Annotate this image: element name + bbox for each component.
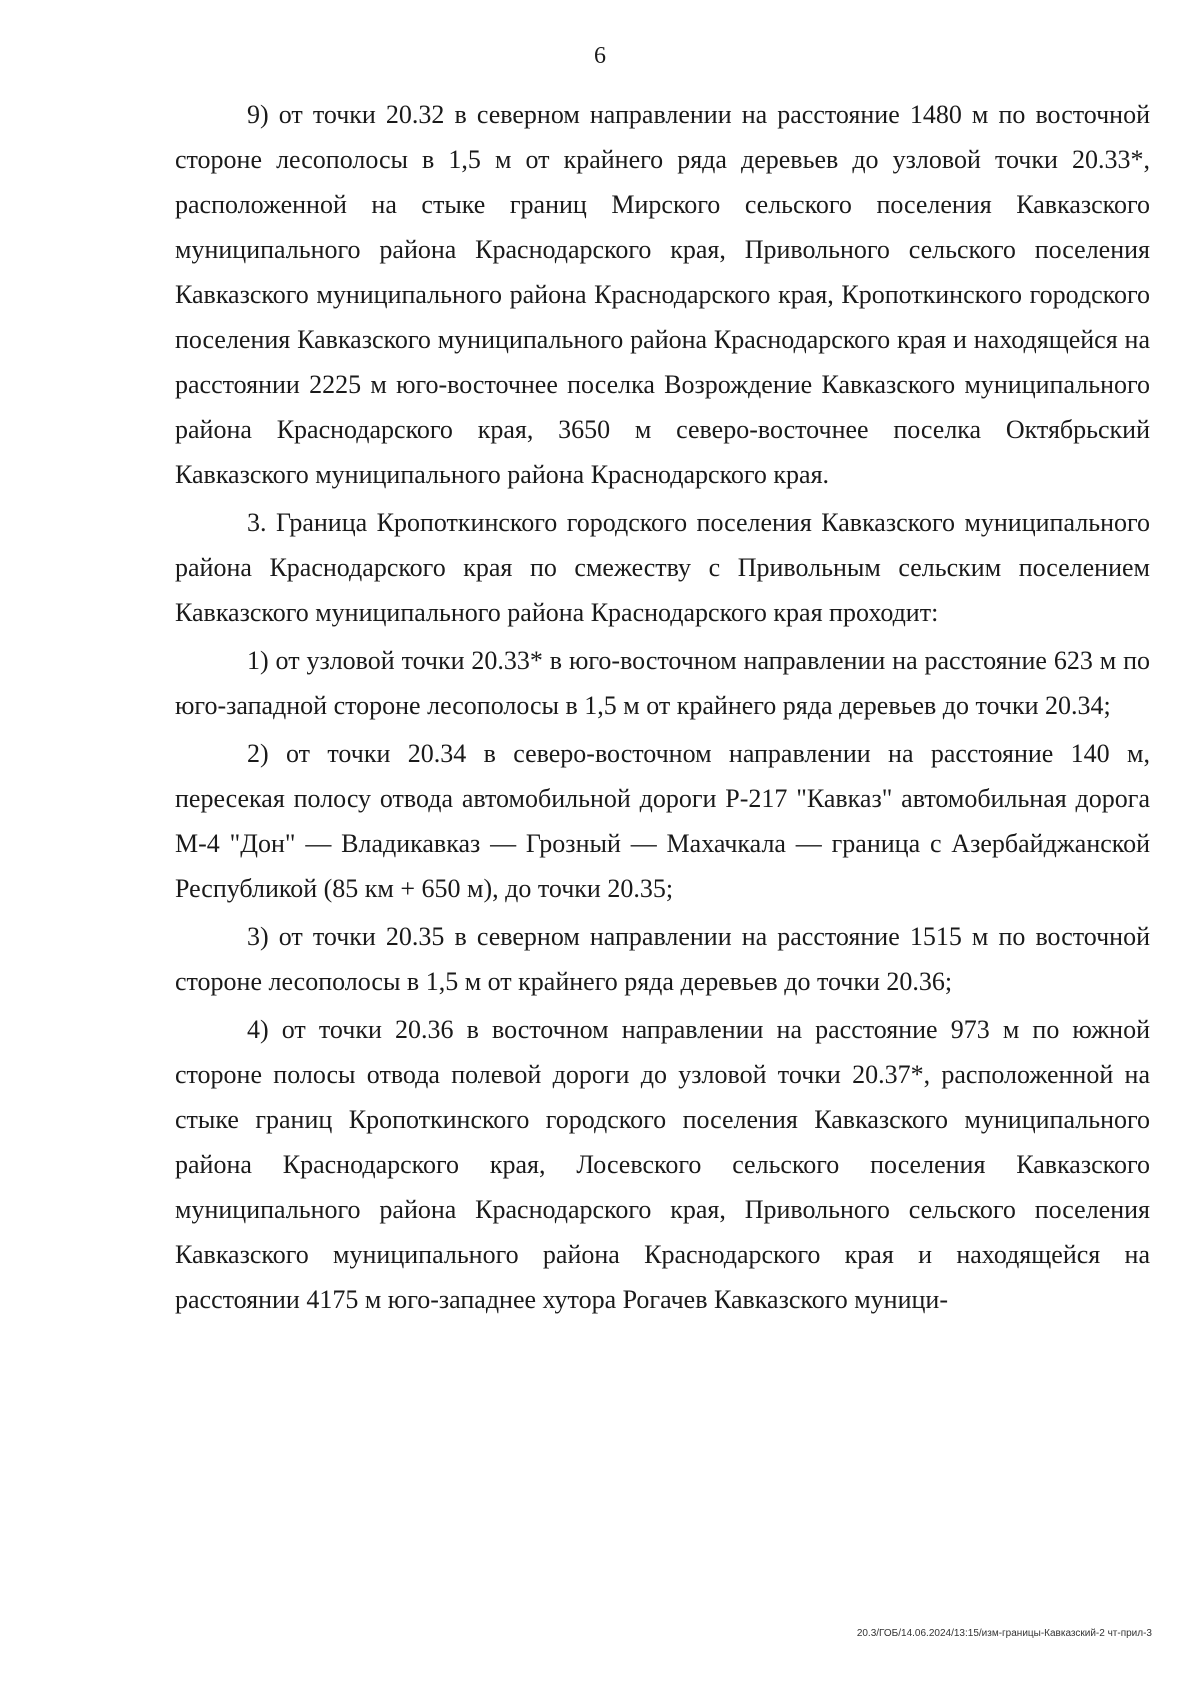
footer-reference: 20.3/ГОБ/14.06.2024/13:15/изм-границы-Кавказский-2 чт-прил-3 [856, 1628, 1152, 1639]
paragraph-point-3: 3) от точки 20.35 в северном направлении на расстояние 1515 м по восточной стороне лесополосы в 1,5 м от крайнего ряда деревьев до точки 20.36; [175, 922, 1150, 996]
paragraph-point-9: 9) от точки 20.32 в северном направлении на расстояние 1480 м по восточной стороне лесополосы в 1,5 м от крайнего ряда деревьев до узловой точки 20.33*, расположенной на стыке границ Мирского сельского поселения Кавказского муниципального района Краснодарского края, Привольного сельского поселения Кавказского муниципального района Краснодарского края, Кропоткинского городского поселения Кавказского муниципального района Краснодарского края и находящейся на расстоянии 2225 м юго-восточнее поселка Возрождение Кавказского муниципального района Краснодарского края, 3650 м северо-восточнее поселка Октябрьский Кавказского муниципального района Краснодарского края. [175, 100, 1150, 489]
paragraph-point-4: 4) от точки 20.36 в восточном направлении на расстояние 973 м по южной стороне полосы отвода полевой дороги до узловой точки 20.37*, расположенной на стыке границ Кропоткинского городского поселения Кавказского муниципального района Краснодарского края, Лосевского сельского поселения Кавказского муниципального района Краснодарского края, Привольного сельского поселения Кавказского муниципального района Краснодарского края и находящейся на расстоянии 4175 м юго-западнее хутора Рогачев Кавказского муници- [175, 1015, 1150, 1314]
paragraph-point-1: 1) от узловой точки 20.33* в юго-восточном направлении на расстояние 623 м по юго-западной стороне лесополосы в 1,5 м от крайнего ряда деревьев до точки 20.34; [175, 646, 1150, 720]
paragraph-point-2: 2) от точки 20.34 в северо-восточном направлении на расстояние 140 м, пересекая полосу отвода автомобильной дороги Р-217 "Кавказ" автомобильная дорога М-4 "Дон" — Владикавказ — Грозный — Махачкала — граница с Азербайджанской Республикой (85 км + 650 м), до точки 20.35; [175, 739, 1150, 903]
document-body [175, 92, 1150, 1325]
paragraph-section-3: 3. Граница Кропоткинского городского поселения Кавказского муниципального района Краснодарского края по смежеству с Привольным сельским поселением Кавказского муниципального района Краснодарского края проходит: [175, 508, 1150, 627]
page-number: 6 [594, 43, 606, 69]
